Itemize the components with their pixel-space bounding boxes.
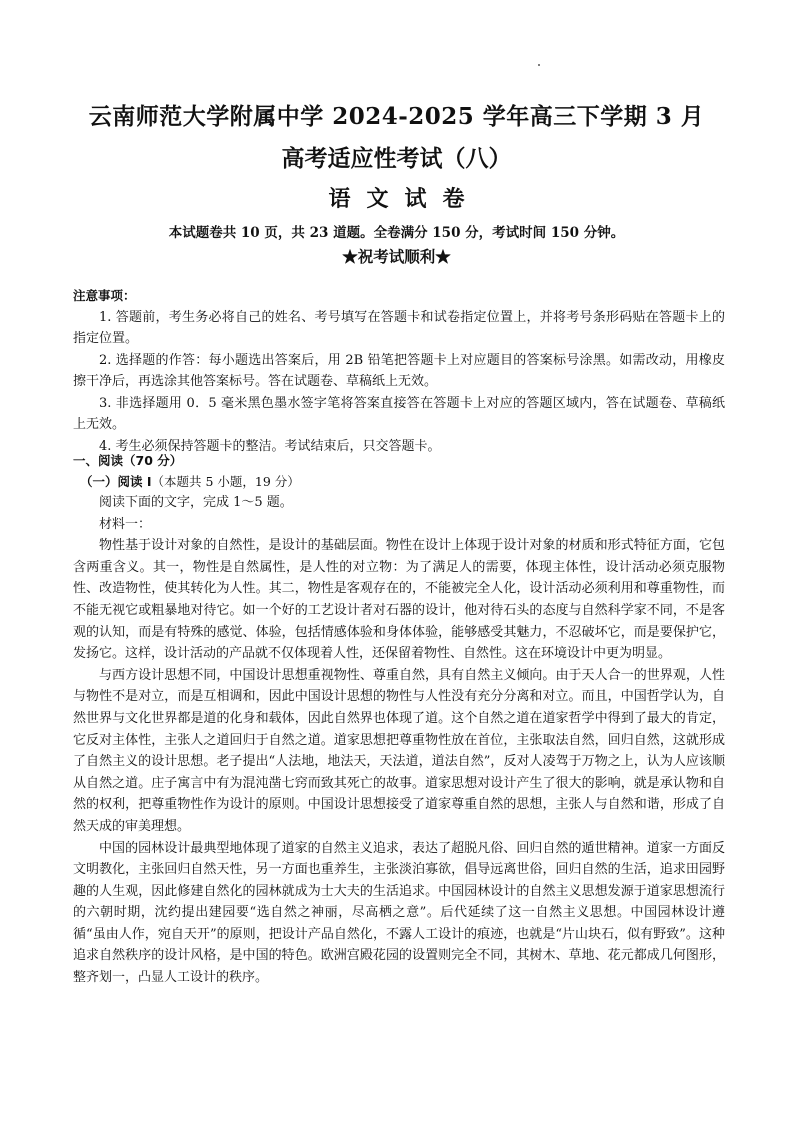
sub-section-title (80, 472, 732, 490)
subject-title: 语文试卷 (328, 186, 481, 212)
notice-item: 3. 非选择题用 0．5 毫米黑色墨水签字笔将答案直接答在答题卡上对应的答题区域内，答在试题卷、草稿纸上无效。 (73, 395, 725, 432)
passage-paragraph: 中国的园林设计最典型地体现了道家的自然主义追求，表达了超脱凡俗、回归自然的遁世精神。道家一方面反文明教化，主张回归自然天性，另一方面也重养生，主张淡泊寡欲，倡导远离世俗，回归自然的生活，追求田园野趣的人生观，因此修建自然化的园林就成为士大夫的生活追求。中国园林设计的自然主义思想发源于道家思想流行的六朝时期，沈约提出建园要“选自然之神丽，尽高栖之意”。后代延续了这一自然主义思想。中国园林设计遵循“虽由人作，宛自天开”的原则，把设计产品自然化，不露人工设计的痕迹，也就是“片山块石，似有野致”。这种追求自然秩序的设计风格，是中国的特色。欧洲宫殿花园的设置则完全不同，其树木、草地、花元都成几何图形，整齐划一，凸显人工设计的秩序。 (73, 840, 725, 986)
notice-item: 2. 选择题的作答：每小题选出答案后，用 2B 铅笔把答题卡上对应题目的答案标号涂黑。如需改动，用橡皮擦干净后，再选涂其他答案标号。答在试题卷、草稿纸上无效。 (73, 352, 725, 389)
part-title: 一、阅读（70 分） (73, 453, 183, 468)
notice-block (73, 285, 725, 457)
material-label: 材料一： (99, 516, 152, 532)
notice-heading: 注意事项： (73, 288, 136, 303)
instruction: 阅读下面的文字，完成 1～5 题。 (99, 495, 293, 510)
sub-section-label: （一）阅读 I (80, 474, 152, 489)
good-luck-banner: ★祝考试顺利★ (342, 247, 451, 266)
sub-section-detail: （本题共 5 小题，19 分） (151, 474, 300, 489)
passage-paragraph: 与西方设计思想不同，中国设计思想重视物性、尊重自然，具有自然主义倾向。由于天人合一的世界观，人性与物性不是对立，而是互相调和，因此中国设计思想的物性与人性没有充分分离和对立。而且，中国哲学认为，自然世界与文化世界都是道的化身和载体，因此自然界也体现了道。这个自然之道在道家哲学中得到了最大的肯定，它反对主体性，主张人之道回归于自然之道。道家思想把尊重物性放在首位，主张取法自然，回归自然，这就形成了自然主义的设计思想。老子提出“人法地，地法天，天法道，道法自然”，反对人凌驾于万物之上，认为人应该顺从自然之道。庄子寓言中有为混沌凿七窍而致其死亡的故事。道家思想对设计产生了很大的影响，就是承认物和自然的权利，把尊重物性作为设计的原则。中国设计思想接受了道家尊重自然的思想，主张人与自然和谐，形成了自然天成的审美理想。 (73, 667, 725, 834)
notice-item: 4. 考生必须保持答题卡的整洁。考试结束后，只交答题卡。 (99, 438, 441, 454)
notice-item: 1. 答题前，考生务必将自己的姓名、考号填写在答题卡和试卷指定位置上，并将考号条形码贴在答题卡上的指定位置。 (73, 309, 725, 346)
scan-speck (538, 64, 540, 66)
exam-title-line1: 云南师范大学附属中学 2024-2025 学年高三下学期 3 月 (88, 103, 705, 130)
exam-info: 本试题卷共 10 页，共 23 道题。全卷满分 150 分，考试时间 150 分钟。 (168, 225, 625, 241)
passage-paragraph: 物性基于设计对象的自然性，是设计的基础层面。物性在设计上体现于设计对象的材质和形式特征方面，它包含两重含义。其一，物性是自然属性，是人性的对立物：为了满足人的需要，体现主体性，设计活动必须克服物性、改造物性，使其转化为人性。其二，物性是客观存在的，不能被完全人化，设计活动必须利用和尊重物性，而不能无视它或粗暴地对待它。如一个好的工艺设计者对石器的设计，他对待石头的态度与自然科学家不同，不是客观的认知，而是有特殊的感觉、体验，包括情感体验和身体体验，能够感受其魅力，不忍破坏它，而是要保护它，发扬它。这样，设计活动的产品就不仅体现着人性，还保留着物性、自然性。这在环境设计中更为明显。 (73, 538, 725, 662)
exam-title-line2: 高考适应性考试（八） (281, 145, 512, 172)
reading-passage (73, 492, 725, 989)
